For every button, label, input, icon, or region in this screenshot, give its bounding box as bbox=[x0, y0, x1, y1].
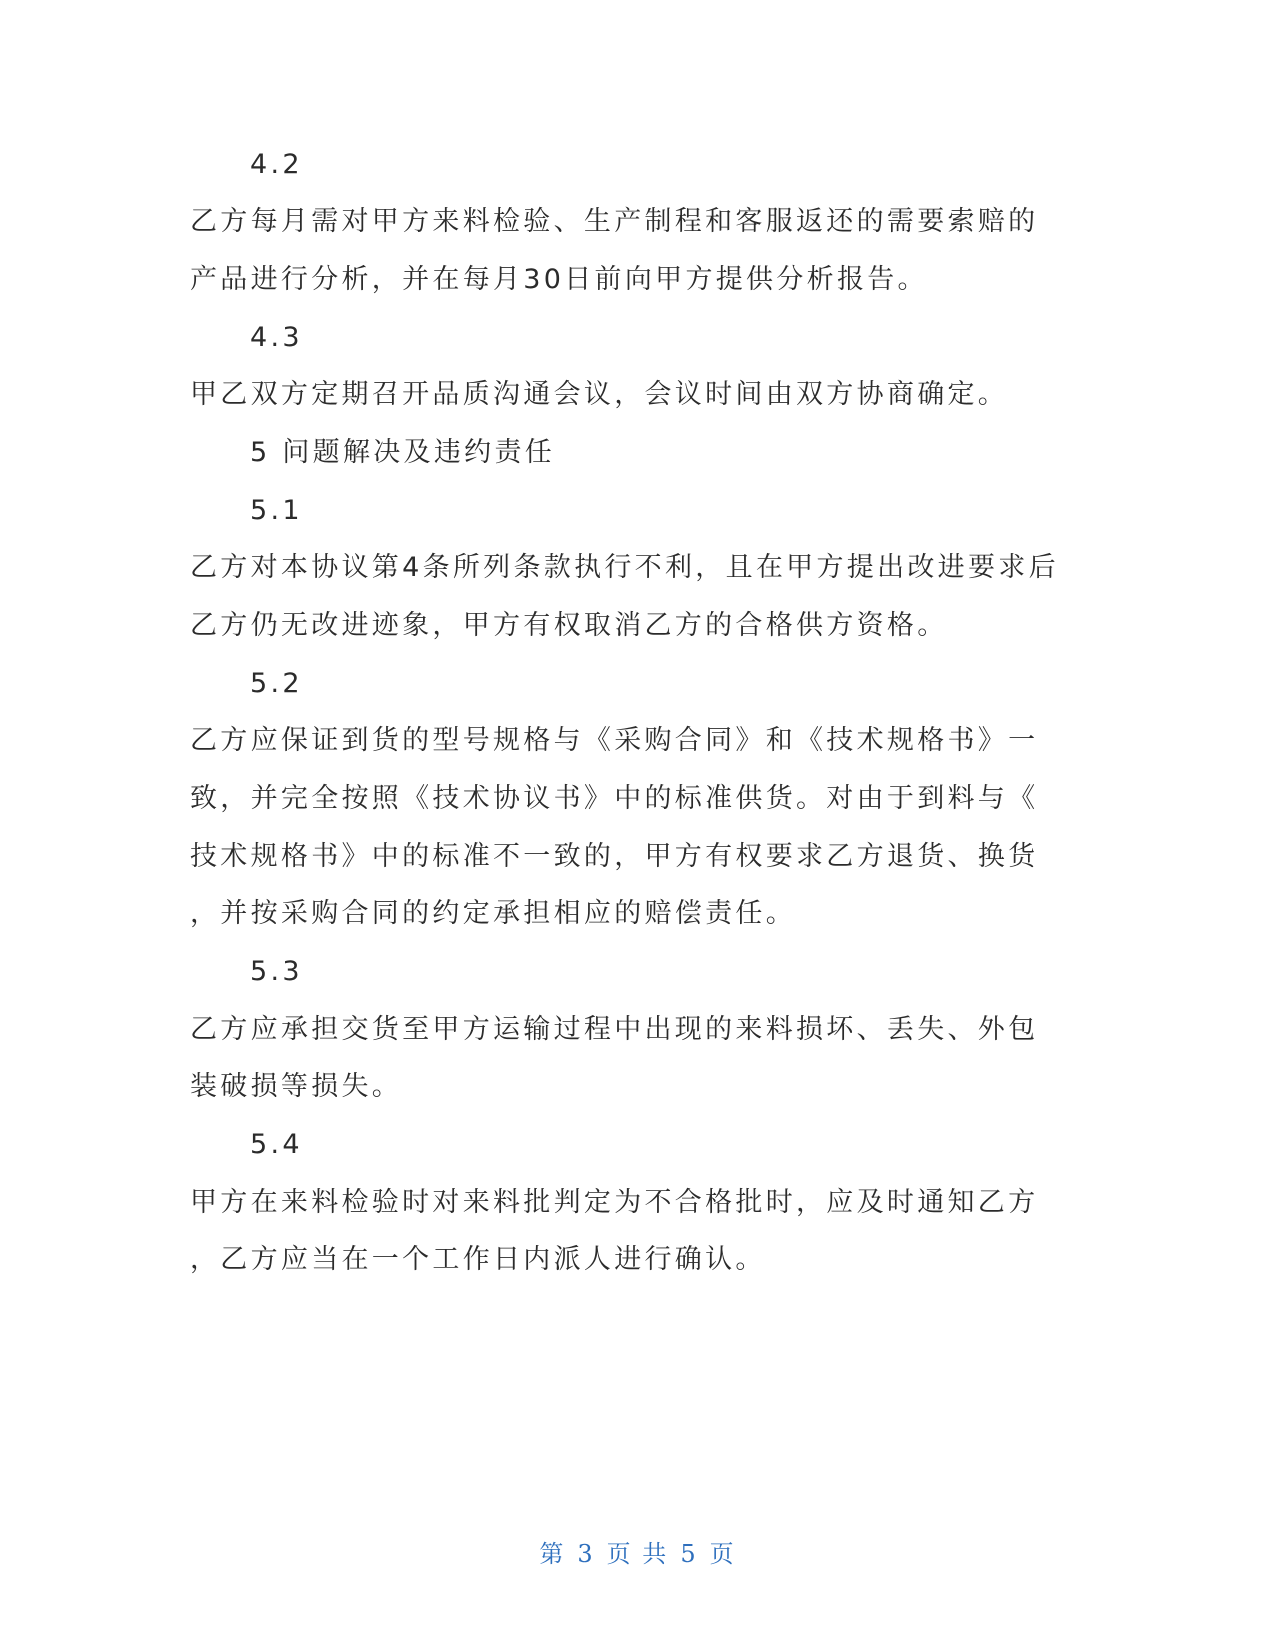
paragraph-line: 产品进行分析，并在每月30日前向甲方提供分析报告。 bbox=[190, 264, 928, 295]
paragraph-line: 乙方对本协议第4条所列条款执行不利，且在甲方提出改进要求后 bbox=[190, 552, 1059, 583]
footer-current-page: 3 bbox=[577, 1540, 595, 1568]
footer-middle: 页 共 bbox=[606, 1540, 669, 1568]
paragraph-line: 甲乙双方定期召开品质沟通会议，会议时间由双方协商确定。 bbox=[190, 379, 1009, 410]
paragraph-line: 乙方应承担交货至甲方运输过程中出现的来料损坏、丢失、外包 bbox=[190, 1014, 1039, 1045]
paragraph-line: 乙方每月需对甲方来料检验、生产制程和客服返还的需要索赔的 bbox=[190, 206, 1039, 237]
paragraph-line: 技术规格书》中的标准不一致的，甲方有权要求乙方退货、换货 bbox=[190, 841, 1039, 872]
section-heading-5: 5 问题解决及违约责任 bbox=[250, 437, 556, 468]
page-footer bbox=[0, 1534, 1275, 1569]
paragraph-line: 乙方仍无改进迹象，甲方有权取消乙方的合格供方资格。 bbox=[190, 610, 948, 641]
footer-total-pages: 5 bbox=[680, 1540, 698, 1568]
paragraph-line: 致，并完全按照《技术协议书》中的标准供货。对由于到料与《 bbox=[190, 783, 1039, 814]
section-number-5-2: 5.2 bbox=[250, 668, 303, 699]
paragraph-line: ，乙方应当在一个工作日内派人进行确认。 bbox=[190, 1244, 766, 1275]
paragraph-line: 乙方应保证到货的型号规格与《采购合同》和《技术规格书》一 bbox=[190, 725, 1039, 756]
section-number-5-4: 5.4 bbox=[250, 1129, 303, 1160]
paragraph-line: 甲方在来料检验时对来料批判定为不合格批时，应及时通知乙方 bbox=[190, 1187, 1039, 1218]
section-number-5-1: 5.1 bbox=[250, 495, 303, 526]
footer-prefix: 第 bbox=[539, 1540, 566, 1568]
paragraph-line: ，并按采购合同的约定承担相应的赔偿责任。 bbox=[190, 898, 796, 929]
footer-suffix: 页 bbox=[709, 1540, 736, 1568]
paragraph-line: 装破损等损失。 bbox=[190, 1071, 403, 1102]
section-number-5-3: 5.3 bbox=[250, 956, 303, 987]
section-number-4-2: 4.2 bbox=[250, 149, 303, 180]
section-number-4-3: 4.3 bbox=[250, 322, 303, 353]
